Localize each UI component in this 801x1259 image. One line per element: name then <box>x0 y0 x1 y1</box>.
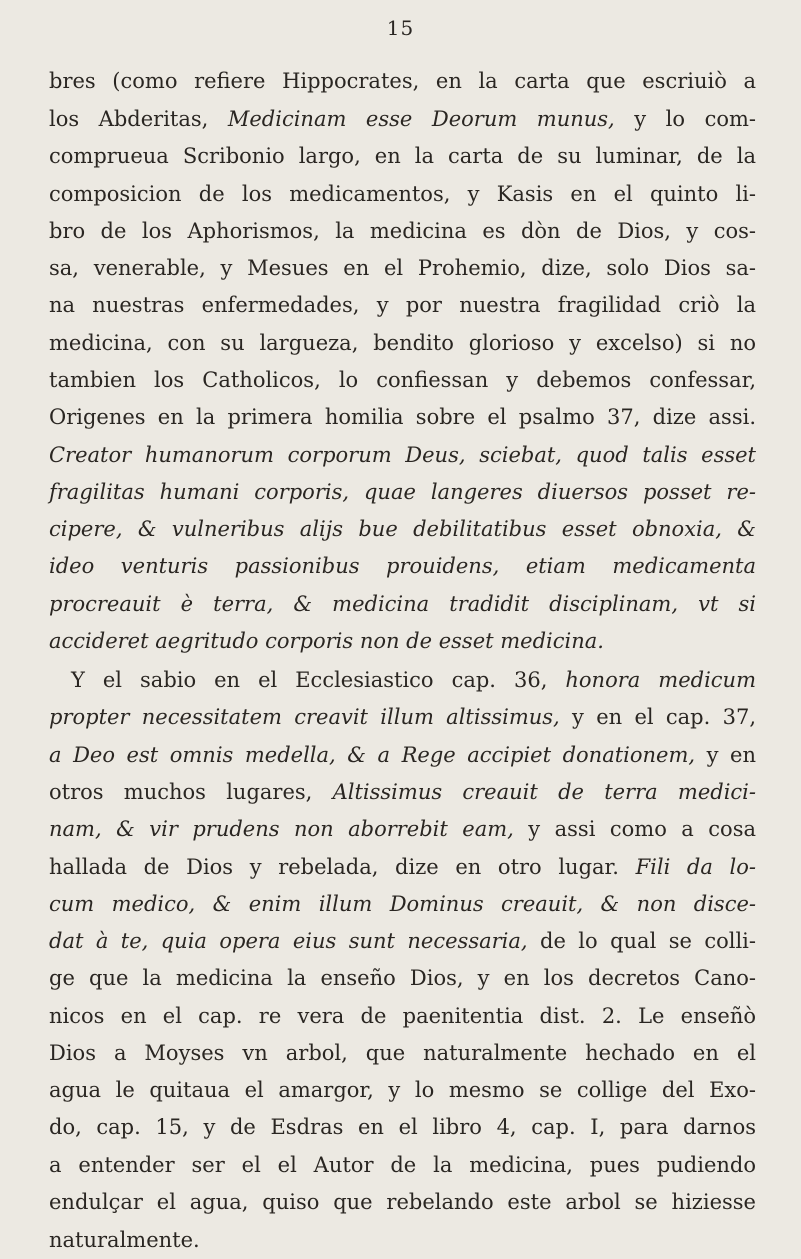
italic-segment: nam, & vir prudens non aborrebit eam, <box>49 817 514 841</box>
text-line <box>49 361 756 399</box>
text-line <box>49 62 756 100</box>
text-segment: medicina, con su largueza, bendito glorioso y excelso) si no <box>49 331 756 355</box>
text-segment: Y el sabio en el Ecclesiastico cap. 36, <box>71 668 566 692</box>
italic-segment: dat à te, quia opera eius sunt necessaria, <box>49 929 528 953</box>
italic-segment: fragilitas humani corporis, quae langeres diuersos posset re- <box>49 480 756 504</box>
italic-segment: accideret aegritudo corporis non de esset medicina. <box>49 629 604 653</box>
text-segment: endulçar el agua, quiso que rebelando este arbol se hiziesse <box>49 1190 756 1214</box>
text-line <box>49 848 756 886</box>
italic-segment: Altissimus creauit de terra medici- <box>332 780 756 804</box>
text-segment: agua le quitaua el amargor, y lo mesmo se collige del Exo- <box>49 1078 756 1102</box>
text-segment: los Abderitas, <box>49 107 228 131</box>
text-segment: na nuestras enfermedades, y por nuestra fragilidad criò la <box>49 293 756 317</box>
text-line <box>49 959 756 997</box>
text-line <box>49 736 756 774</box>
text-line <box>49 175 756 213</box>
italic-segment: cum medico, & enim illum Dominus creauit, & non disce- <box>49 892 756 916</box>
text-segment: y en <box>695 743 757 767</box>
italic-segment: procreauit è terra, & medicina tradidit disciplinam, vt si <box>49 592 756 616</box>
text-line <box>49 100 756 138</box>
text-segment: naturalmente. <box>49 1228 200 1252</box>
text-segment: comprueua Scribonio largo, en la carta de su luminar, de la <box>49 144 756 168</box>
text-line <box>49 398 756 436</box>
text-segment: otros muchos lugares, <box>49 780 333 804</box>
italic-segment: a Deo est omnis medella, & a Rege accipiet donationem, <box>49 743 696 767</box>
text-segment: bres (como refiere Hippocrates, en la carta que escriuiò a <box>49 69 756 93</box>
text-segment: sa, venerable, y Mesues en el Prohemio, dize, solo Dios sa- <box>49 256 756 280</box>
text-segment: y en el cap. 37, <box>559 705 756 729</box>
text-line <box>49 286 756 324</box>
text-line <box>49 436 756 474</box>
text-line <box>49 212 756 250</box>
text-line <box>49 885 756 923</box>
text-segment: ge que la medicina la enseño Dios, y en los decretos Cano- <box>49 966 756 990</box>
text-line <box>49 1108 756 1146</box>
italic-segment: Fili da lo- <box>635 855 756 879</box>
text-line <box>49 1034 756 1072</box>
text-line <box>49 1183 756 1221</box>
text-segment: do, cap. 15, y de Esdras en el libro 4, cap. I, para darnos <box>49 1115 756 1139</box>
text-segment: hallada de Dios y rebelada, dize en otro lugar. <box>49 855 636 879</box>
text-segment: y lo com- <box>614 107 756 131</box>
italic-segment: honora medicum <box>565 668 756 692</box>
text-segment: composicion de los medicamentos, y Kasis en el quinto li- <box>49 182 756 206</box>
text-line <box>49 1146 756 1184</box>
text-segment: tambien los Catholicos, lo confiessan y debemos confessar, <box>49 368 756 392</box>
page-number: 15 <box>386 16 415 40</box>
text-line <box>49 137 756 175</box>
text-line <box>49 585 756 623</box>
text-line <box>49 997 756 1035</box>
italic-segment: propter necessitatem creavit illum altissimus, <box>49 705 560 729</box>
text-line <box>49 1221 756 1259</box>
text-segment: a entender ser el el Autor de la medicina, pues pudiendo <box>49 1153 756 1177</box>
text-line <box>49 547 756 585</box>
text-line <box>49 698 756 736</box>
text-line <box>49 324 756 362</box>
text-line <box>71 661 756 699</box>
text-line <box>49 249 756 287</box>
italic-segment: ideo venturis passionibus prouidens, etiam medicamenta <box>49 554 756 578</box>
italic-segment: Creator humanorum corporum Deus, sciebat, quod talis esset <box>49 443 756 467</box>
text-segment: bro de los Aphorismos, la medicina es dòn de Dios, y cos- <box>49 219 756 243</box>
text-line <box>49 473 756 511</box>
text-segment: de lo qual se colli- <box>527 929 756 953</box>
text-segment: y assi como a cosa <box>513 817 756 841</box>
text-line <box>49 622 756 660</box>
text-line <box>49 510 756 548</box>
text-segment: Origenes en la primera homilia sobre el psalmo 37, dize assi. <box>49 405 756 429</box>
text-segment: nicos en el cap. re vera de paenitentia dist. 2. Le enseñò <box>49 1004 756 1028</box>
text-segment: Dios a Moyses vn arbol, que naturalmente hechado en el <box>49 1041 756 1065</box>
text-line <box>49 773 756 811</box>
text-line <box>49 810 756 848</box>
text-line <box>49 1071 756 1109</box>
italic-segment: Medicinam esse Deorum munus, <box>227 107 615 131</box>
italic-segment: cipere, & vulneribus alijs bue debilitatibus esset obnoxia, & <box>49 517 756 541</box>
text-line <box>49 922 756 960</box>
